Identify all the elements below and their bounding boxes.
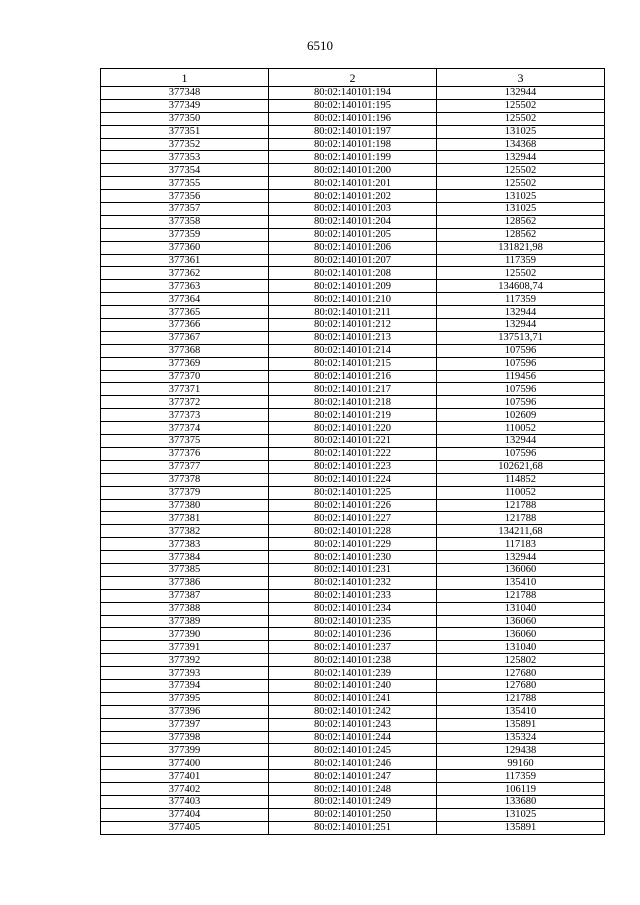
cadastral-number-cell: 80:02:140101:225 xyxy=(269,486,437,499)
table-row xyxy=(101,280,605,293)
table-row xyxy=(101,203,605,216)
cadastral-number-cell: 80:02:140101:205 xyxy=(269,228,437,241)
cadastral-number-cell: 80:02:140101:201 xyxy=(269,177,437,190)
table-row xyxy=(101,319,605,332)
cadastral-number-cell: 80:02:140101:217 xyxy=(269,383,437,396)
row-number-cell: 377391 xyxy=(101,641,269,654)
cadastral-number-cell: 80:02:140101:234 xyxy=(269,602,437,615)
value-cell: 132944 xyxy=(437,151,605,164)
value-cell: 107596 xyxy=(437,357,605,370)
cadastral-number-cell: 80:02:140101:202 xyxy=(269,190,437,203)
row-number-cell: 377364 xyxy=(101,293,269,306)
value-cell: 136060 xyxy=(437,563,605,576)
table-row xyxy=(101,783,605,796)
table-row xyxy=(101,164,605,177)
row-number-cell: 377398 xyxy=(101,731,269,744)
value-cell: 125502 xyxy=(437,99,605,112)
row-number-cell: 377385 xyxy=(101,563,269,576)
cadastral-number-cell: 80:02:140101:206 xyxy=(269,241,437,254)
row-number-cell: 377351 xyxy=(101,125,269,138)
row-number-cell: 377395 xyxy=(101,692,269,705)
value-cell: 132944 xyxy=(437,319,605,332)
row-number-cell: 377386 xyxy=(101,576,269,589)
table-row xyxy=(101,692,605,705)
table-row xyxy=(101,112,605,125)
row-number-cell: 377382 xyxy=(101,525,269,538)
row-number-cell: 377372 xyxy=(101,396,269,409)
table-row xyxy=(101,744,605,757)
table-row xyxy=(101,190,605,203)
table-row xyxy=(101,525,605,538)
value-cell: 107596 xyxy=(437,344,605,357)
row-number-cell: 377387 xyxy=(101,589,269,602)
row-number-cell: 377362 xyxy=(101,267,269,280)
cadastral-number-cell: 80:02:140101:244 xyxy=(269,731,437,744)
table-row xyxy=(101,641,605,654)
cadastral-number-cell: 80:02:140101:207 xyxy=(269,254,437,267)
table-row xyxy=(101,602,605,615)
table-row xyxy=(101,254,605,267)
cadastral-number-cell: 80:02:140101:237 xyxy=(269,641,437,654)
table-row xyxy=(101,87,605,100)
table-row xyxy=(101,447,605,460)
table-body xyxy=(101,87,605,835)
table-row xyxy=(101,125,605,138)
row-number-cell: 377363 xyxy=(101,280,269,293)
cadastral-number-cell: 80:02:140101:210 xyxy=(269,293,437,306)
row-number-cell: 377401 xyxy=(101,770,269,783)
value-cell: 117359 xyxy=(437,254,605,267)
column-header-1: 1 xyxy=(101,69,269,87)
row-number-cell: 377356 xyxy=(101,190,269,203)
value-cell: 131025 xyxy=(437,808,605,821)
cadastral-number-cell: 80:02:140101:246 xyxy=(269,757,437,770)
row-number-cell: 377365 xyxy=(101,306,269,319)
cadastral-number-cell: 80:02:140101:218 xyxy=(269,396,437,409)
value-cell: 121788 xyxy=(437,589,605,602)
column-header-2: 2 xyxy=(269,69,437,87)
table-row xyxy=(101,293,605,306)
cadastral-number-cell: 80:02:140101:236 xyxy=(269,628,437,641)
cadastral-number-cell: 80:02:140101:195 xyxy=(269,99,437,112)
table-row xyxy=(101,215,605,228)
cadastral-number-cell: 80:02:140101:228 xyxy=(269,525,437,538)
cadastral-number-cell: 80:02:140101:239 xyxy=(269,667,437,680)
value-cell: 110052 xyxy=(437,422,605,435)
row-number-cell: 377353 xyxy=(101,151,269,164)
cadastral-number-cell: 80:02:140101:243 xyxy=(269,718,437,731)
value-cell: 134368 xyxy=(437,138,605,151)
value-cell: 117359 xyxy=(437,293,605,306)
value-cell: 136060 xyxy=(437,628,605,641)
row-number-cell: 377394 xyxy=(101,679,269,692)
row-number-cell: 377390 xyxy=(101,628,269,641)
value-cell: 117183 xyxy=(437,538,605,551)
value-cell: 135324 xyxy=(437,731,605,744)
cadastral-number-cell: 80:02:140101:245 xyxy=(269,744,437,757)
row-number-cell: 377404 xyxy=(101,808,269,821)
row-number-cell: 377380 xyxy=(101,499,269,512)
table-row xyxy=(101,409,605,422)
row-number-cell: 377348 xyxy=(101,87,269,100)
value-cell: 133680 xyxy=(437,795,605,808)
value-cell: 106119 xyxy=(437,783,605,796)
cadastral-number-cell: 80:02:140101:208 xyxy=(269,267,437,280)
cadastral-number-cell: 80:02:140101:221 xyxy=(269,435,437,448)
row-number-cell: 377349 xyxy=(101,99,269,112)
cadastral-number-cell: 80:02:140101:204 xyxy=(269,215,437,228)
table-header-row xyxy=(101,69,605,87)
cadastral-number-cell: 80:02:140101:223 xyxy=(269,460,437,473)
table-row xyxy=(101,460,605,473)
cadastral-number-cell: 80:02:140101:213 xyxy=(269,331,437,344)
value-cell: 121788 xyxy=(437,692,605,705)
row-number-cell: 377373 xyxy=(101,409,269,422)
value-cell: 131025 xyxy=(437,190,605,203)
table-row xyxy=(101,731,605,744)
row-number-cell: 377368 xyxy=(101,344,269,357)
row-number-cell: 377354 xyxy=(101,164,269,177)
table-row xyxy=(101,241,605,254)
value-cell: 127680 xyxy=(437,679,605,692)
table-row xyxy=(101,705,605,718)
table-row xyxy=(101,576,605,589)
row-number-cell: 377381 xyxy=(101,512,269,525)
table-row xyxy=(101,435,605,448)
row-number-cell: 377396 xyxy=(101,705,269,718)
table-row xyxy=(101,757,605,770)
row-number-cell: 377370 xyxy=(101,370,269,383)
value-cell: 102609 xyxy=(437,409,605,422)
cadastral-number-cell: 80:02:140101:215 xyxy=(269,357,437,370)
cadastral-number-cell: 80:02:140101:247 xyxy=(269,770,437,783)
table-row xyxy=(101,486,605,499)
table-row xyxy=(101,331,605,344)
value-cell: 110052 xyxy=(437,486,605,499)
table-row xyxy=(101,422,605,435)
cadastral-number-cell: 80:02:140101:240 xyxy=(269,679,437,692)
table-row xyxy=(101,499,605,512)
value-cell: 125802 xyxy=(437,654,605,667)
row-number-cell: 377389 xyxy=(101,615,269,628)
table-row xyxy=(101,396,605,409)
cadastral-number-cell: 80:02:140101:216 xyxy=(269,370,437,383)
row-number-cell: 377359 xyxy=(101,228,269,241)
row-number-cell: 377375 xyxy=(101,435,269,448)
value-cell: 134608,74 xyxy=(437,280,605,293)
table-row xyxy=(101,551,605,564)
row-number-cell: 377358 xyxy=(101,215,269,228)
value-cell: 125502 xyxy=(437,164,605,177)
row-number-cell: 377350 xyxy=(101,112,269,125)
row-number-cell: 377355 xyxy=(101,177,269,190)
cadastral-number-cell: 80:02:140101:211 xyxy=(269,306,437,319)
row-number-cell: 377399 xyxy=(101,744,269,757)
value-cell: 132944 xyxy=(437,306,605,319)
value-cell: 134211,68 xyxy=(437,525,605,538)
cadastral-number-cell: 80:02:140101:248 xyxy=(269,783,437,796)
cadastral-number-cell: 80:02:140101:224 xyxy=(269,473,437,486)
cadastral-number-cell: 80:02:140101:198 xyxy=(269,138,437,151)
value-cell: 125502 xyxy=(437,112,605,125)
value-cell: 99160 xyxy=(437,757,605,770)
cadastral-number-cell: 80:02:140101:249 xyxy=(269,795,437,808)
row-number-cell: 377369 xyxy=(101,357,269,370)
value-cell: 137513,71 xyxy=(437,331,605,344)
value-cell: 102621,68 xyxy=(437,460,605,473)
value-cell: 132944 xyxy=(437,87,605,100)
cadastral-number-cell: 80:02:140101:238 xyxy=(269,654,437,667)
table-row xyxy=(101,344,605,357)
row-number-cell: 377393 xyxy=(101,667,269,680)
value-cell: 125502 xyxy=(437,267,605,280)
cadastral-number-cell: 80:02:140101:230 xyxy=(269,551,437,564)
value-cell: 128562 xyxy=(437,228,605,241)
row-number-cell: 377357 xyxy=(101,203,269,216)
row-number-cell: 377366 xyxy=(101,319,269,332)
table-header xyxy=(101,69,605,87)
value-cell: 128562 xyxy=(437,215,605,228)
table-row xyxy=(101,177,605,190)
row-number-cell: 377397 xyxy=(101,718,269,731)
value-cell: 131040 xyxy=(437,602,605,615)
table-row xyxy=(101,151,605,164)
table-row xyxy=(101,589,605,602)
table-row xyxy=(101,228,605,241)
table-row xyxy=(101,383,605,396)
value-cell: 107596 xyxy=(437,447,605,460)
row-number-cell: 377405 xyxy=(101,821,269,834)
value-cell: 125502 xyxy=(437,177,605,190)
table-row xyxy=(101,808,605,821)
row-number-cell: 377376 xyxy=(101,447,269,460)
row-number-cell: 377384 xyxy=(101,551,269,564)
table-row xyxy=(101,679,605,692)
value-cell: 107596 xyxy=(437,396,605,409)
row-number-cell: 377379 xyxy=(101,486,269,499)
cadastral-number-cell: 80:02:140101:242 xyxy=(269,705,437,718)
cadastral-number-cell: 80:02:140101:226 xyxy=(269,499,437,512)
row-number-cell: 377402 xyxy=(101,783,269,796)
row-number-cell: 377400 xyxy=(101,757,269,770)
value-cell: 129438 xyxy=(437,744,605,757)
cadastral-number-cell: 80:02:140101:200 xyxy=(269,164,437,177)
cadastral-number-cell: 80:02:140101:199 xyxy=(269,151,437,164)
cadastral-number-cell: 80:02:140101:229 xyxy=(269,538,437,551)
value-cell: 127680 xyxy=(437,667,605,680)
table-row xyxy=(101,357,605,370)
value-cell: 131025 xyxy=(437,125,605,138)
value-cell: 135891 xyxy=(437,821,605,834)
table-row xyxy=(101,370,605,383)
cadastral-number-cell: 80:02:140101:222 xyxy=(269,447,437,460)
table-row xyxy=(101,795,605,808)
page-number: 6510 xyxy=(307,38,333,53)
cadastral-number-cell: 80:02:140101:241 xyxy=(269,692,437,705)
cadastral-number-cell: 80:02:140101:196 xyxy=(269,112,437,125)
row-number-cell: 377392 xyxy=(101,654,269,667)
value-cell: 136060 xyxy=(437,615,605,628)
row-number-cell: 377403 xyxy=(101,795,269,808)
cadastral-number-cell: 80:02:140101:231 xyxy=(269,563,437,576)
cadastral-number-cell: 80:02:140101:220 xyxy=(269,422,437,435)
table-row xyxy=(101,615,605,628)
row-number-cell: 377383 xyxy=(101,538,269,551)
row-number-cell: 377374 xyxy=(101,422,269,435)
table-row xyxy=(101,99,605,112)
table-row xyxy=(101,770,605,783)
cadastral-number-cell: 80:02:140101:209 xyxy=(269,280,437,293)
cadastral-number-cell: 80:02:140101:219 xyxy=(269,409,437,422)
table-row xyxy=(101,267,605,280)
column-header-3: 3 xyxy=(437,69,605,87)
table-row xyxy=(101,667,605,680)
value-cell: 131040 xyxy=(437,641,605,654)
table-row xyxy=(101,821,605,834)
cadastral-number-cell: 80:02:140101:233 xyxy=(269,589,437,602)
row-number-cell: 377361 xyxy=(101,254,269,267)
value-cell: 131821,98 xyxy=(437,241,605,254)
cadastral-number-cell: 80:02:140101:251 xyxy=(269,821,437,834)
table-row xyxy=(101,473,605,486)
value-cell: 132944 xyxy=(437,551,605,564)
cadastral-number-cell: 80:02:140101:212 xyxy=(269,319,437,332)
row-number-cell: 377367 xyxy=(101,331,269,344)
cadastral-number-cell: 80:02:140101:214 xyxy=(269,344,437,357)
cadastral-number-cell: 80:02:140101:197 xyxy=(269,125,437,138)
table-row xyxy=(101,306,605,319)
value-cell: 119456 xyxy=(437,370,605,383)
cadastral-number-cell: 80:02:140101:232 xyxy=(269,576,437,589)
value-cell: 131025 xyxy=(437,203,605,216)
table-row xyxy=(101,718,605,731)
cadastral-number-cell: 80:02:140101:235 xyxy=(269,615,437,628)
cadastral-number-cell: 80:02:140101:250 xyxy=(269,808,437,821)
table-row xyxy=(101,538,605,551)
value-cell: 135410 xyxy=(437,576,605,589)
row-number-cell: 377388 xyxy=(101,602,269,615)
row-number-cell: 377377 xyxy=(101,460,269,473)
table-row xyxy=(101,563,605,576)
table-row xyxy=(101,138,605,151)
value-cell: 117359 xyxy=(437,770,605,783)
value-cell: 135410 xyxy=(437,705,605,718)
value-cell: 132944 xyxy=(437,435,605,448)
cadastral-number-cell: 80:02:140101:203 xyxy=(269,203,437,216)
table-row xyxy=(101,628,605,641)
row-number-cell: 377371 xyxy=(101,383,269,396)
value-cell: 107596 xyxy=(437,383,605,396)
row-number-cell: 377352 xyxy=(101,138,269,151)
data-table xyxy=(100,68,605,835)
cadastral-number-cell: 80:02:140101:227 xyxy=(269,512,437,525)
value-cell: 121788 xyxy=(437,499,605,512)
table-row xyxy=(101,654,605,667)
value-cell: 135891 xyxy=(437,718,605,731)
cadastral-number-cell: 80:02:140101:194 xyxy=(269,87,437,100)
value-cell: 114852 xyxy=(437,473,605,486)
value-cell: 121788 xyxy=(437,512,605,525)
row-number-cell: 377378 xyxy=(101,473,269,486)
table-row xyxy=(101,512,605,525)
row-number-cell: 377360 xyxy=(101,241,269,254)
